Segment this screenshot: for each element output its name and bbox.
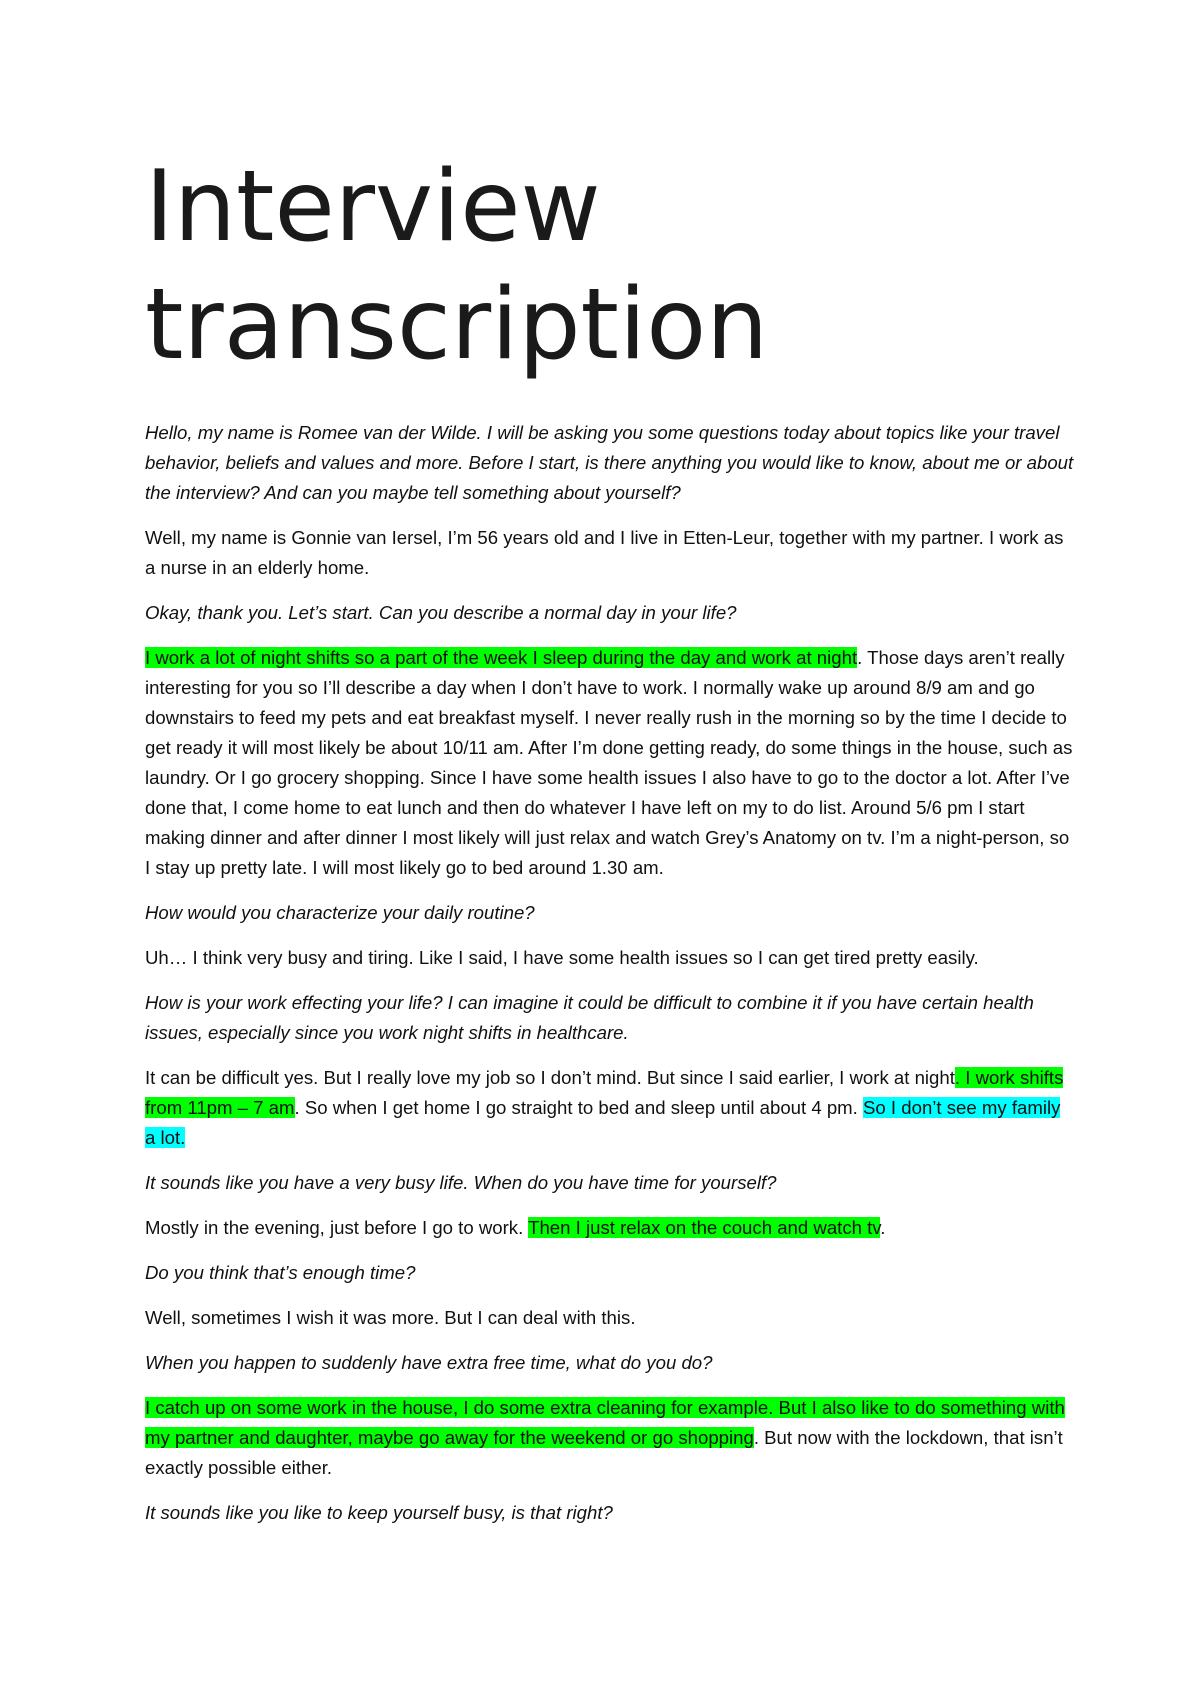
text-segment: . Those days aren’t really interesting for you so I’ll describe a day when I don’t have to work. I normally wake up around 8/9 am and go downstairs to feed my pets and eat breakfast myself. I never really rush in the morning so by the time I decide to get ready it will most likely be about 10/11 am. After I’m done getting ready, do some things in the house, such as laundry. Or I go grocery shopping. Since I have some health issues I also have to go to the doctor a lot. After I’ve done that, I come home to eat lunch and then do whatever I have left on my to do list. Around 5/6 pm I start making dinner and after dinner I most likely will just relax and watch Grey’s Anatomy on tv. I’m a night-person, so I stay up pretty late. I will most likely go to bed around 1.30 am.	[145, 647, 1073, 878]
respondent-answer	[145, 1063, 1075, 1153]
text-segment: It can be difficult yes. But I really love my job so I don’t mind. But since I said earlier, I work at night	[145, 1067, 955, 1088]
text-segment: How is your work effecting your life? I can imagine it could be difficult to combine it if you have certain health issues, especially since you work night shifts in healthcare.	[145, 992, 1034, 1043]
highlighted-segment: So I don’t see my family a lot.	[145, 1097, 1061, 1148]
interviewer-question	[145, 898, 1075, 928]
interviewer-question	[145, 418, 1075, 508]
document-body	[145, 418, 1080, 1528]
respondent-answer	[145, 1303, 1075, 1333]
text-segment: . So when I get home I go straight to bed and sleep until about 4 pm.	[294, 1097, 864, 1118]
respondent-answer	[145, 1213, 1075, 1243]
interviewer-question	[145, 1168, 1075, 1198]
text-segment: Uh… I think very busy and tiring. Like I said, I have some health issues so I can get tired pretty easily.	[145, 947, 979, 968]
interviewer-question	[145, 988, 1075, 1048]
highlighted-segment: . I work shifts from 11pm – 7 am	[145, 1067, 1064, 1118]
highlighted-segment: I work a lot of night shifts so a part of the week I sleep during the day and work at night	[145, 647, 858, 668]
text-segment: Mostly in the evening, just before I go to work.	[145, 1217, 529, 1238]
interviewer-question	[145, 1258, 1075, 1288]
text-segment: Well, my name is Gonnie van Iersel, I’m 56 years old and I live in Etten-Leur, together with my partner. I work as a nurse in an elderly home.	[145, 527, 1064, 578]
text-segment: .	[880, 1217, 886, 1238]
respondent-answer	[145, 1393, 1075, 1483]
interviewer-question	[145, 1498, 1075, 1528]
text-segment: Do you think that’s enough time?	[145, 1262, 416, 1283]
text-segment: Well, sometimes I wish it was more. But I can deal with this.	[145, 1307, 636, 1328]
respondent-answer	[145, 643, 1075, 883]
text-segment: . But now with the lockdown, that isn’t exactly possible either.	[145, 1427, 1063, 1478]
text-segment: It sounds like you like to keep yourself busy, is that right?	[145, 1502, 613, 1523]
text-segment: How would you characterize your daily routine?	[145, 902, 535, 923]
highlighted-segment: I catch up on some work in the house, I do some extra cleaning for example. But I also like to do something with my partner and daughter, maybe go away for the weekend or go shopping	[145, 1397, 1065, 1448]
document-title: Interview transcription	[145, 150, 769, 382]
text-segment: When you happen to suddenly have extra free time, what do you do?	[145, 1352, 713, 1373]
respondent-answer	[145, 943, 1075, 973]
text-segment: Okay, thank you. Let’s start. Can you describe a normal day in your life?	[145, 602, 737, 623]
highlighted-segment: Then I just relax on the couch and watch tv	[528, 1217, 881, 1238]
text-segment: Hello, my name is Romee van der Wilde. I will be asking you some questions today about topics like your travel behavior, beliefs and values and more. Before I start, is there anything you would like to know, about me or about the interview? And can you maybe tell something about yourself?	[145, 422, 1074, 503]
respondent-answer	[145, 523, 1075, 583]
interviewer-question	[145, 1348, 1075, 1378]
interviewer-question	[145, 598, 1075, 628]
text-segment: It sounds like you have a very busy life. When do you have time for yourself?	[145, 1172, 777, 1193]
